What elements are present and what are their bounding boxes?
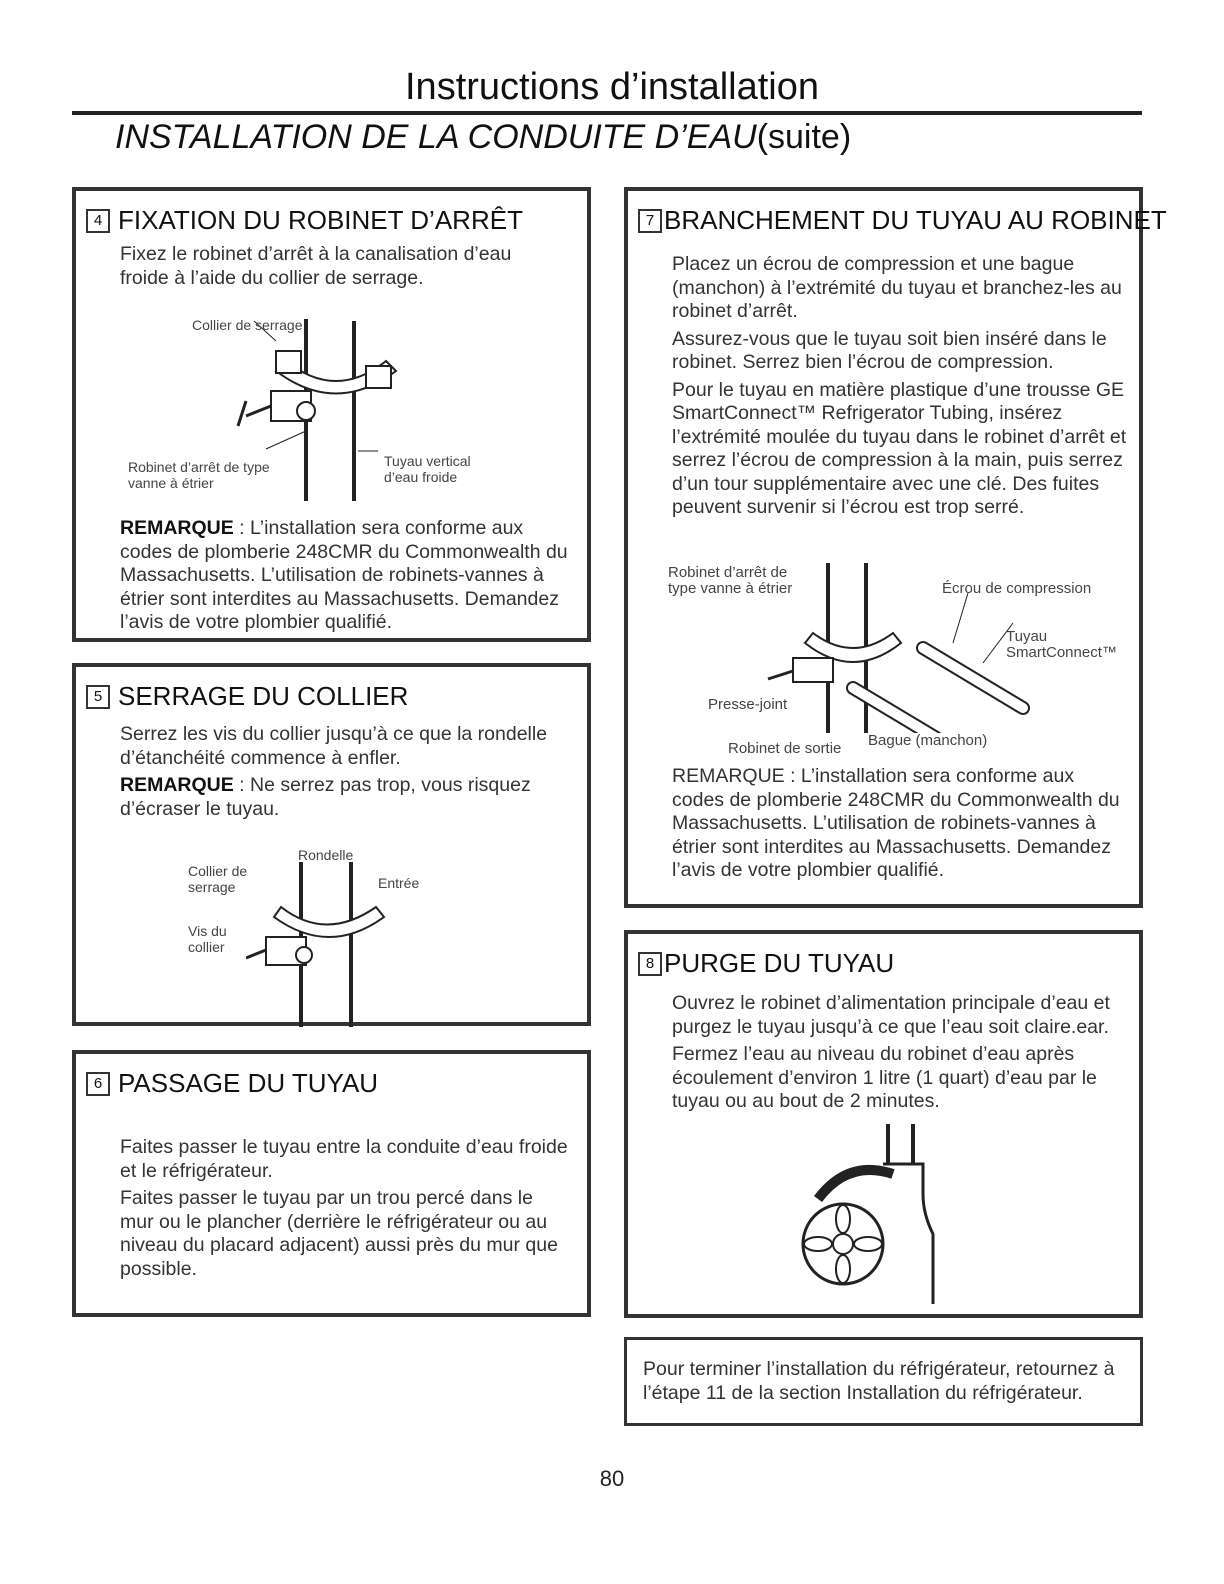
note-label: REMARQUE: [120, 517, 234, 539]
note-label: REMARQUE: [120, 774, 234, 796]
label-robinet: Robinet d’arrêt de type vanne à étrier: [668, 564, 793, 597]
label-robinet: Robinet d’arrêt de type vanne à étrier: [128, 459, 270, 491]
step-title: PASSAGE DU TUYAU: [118, 1068, 379, 1098]
label-bague: Bague (manchon): [868, 732, 988, 749]
final-note-text: Pour terminer l’installation du réfrigérateur, retournez à l’étape 11 de la section Installation du réfrigérateur.: [643, 1358, 1115, 1404]
section-title: [115, 118, 851, 157]
label-entree: Entrée: [378, 875, 420, 891]
step-4-box: [72, 187, 591, 642]
step-number: 6: [86, 1072, 110, 1096]
step-text: Faites passer le tuyau par un trou percé dans le mur ou le plancher (derrière le réfrigérateur ou au niveau du placard adjacent) aussi près du mur que possible.: [120, 1187, 558, 1280]
note-text: : Ne serrez pas trop, vous risquez d’écraser le tuyau.: [120, 774, 531, 820]
page-title: Instructions d’installation: [405, 66, 819, 108]
step-text: Pour le tuyau en matière plastique d’une trousse GE SmartConnect™ Refrigerator Tubing, insérez l’extrémité moulée du tuyau dans le robinet d’arrêt et serrez l’écrou de compression à la main, puis serrez d’un tour supplémentaire avec une clé. Des fuites peuvent survenir si l’écrou est trop serré.: [672, 378, 1127, 518]
step-7-box: [624, 187, 1167, 908]
label-robinet-sortie: Robinet de sortie: [728, 740, 842, 757]
step-4-heading: [86, 205, 523, 236]
final-note-box: [624, 1337, 1143, 1426]
step-number: 8: [638, 952, 662, 976]
step-8-box: [624, 930, 1143, 1318]
label-presse-joint: Presse-joint: [708, 696, 788, 713]
water-valve-diagram: [798, 1124, 968, 1314]
step-text: Faites passer le tuyau entre la conduite d’eau froide et le réfrigérateur.: [120, 1136, 568, 1182]
step-title: SERRAGE DU COLLIER: [118, 681, 409, 711]
label-ecrou: Écrou de compression: [942, 580, 1092, 597]
step-number: 5: [86, 685, 110, 709]
step-7-note: REMARQUE : L’installation sera conforme aux codes de plomberie 248CMR du Commonwealth du Massachusetts. L’utilisation de robinets-vannes à étrier sont interdites au Massachusetts. Demandez l’avis de votre plombier qualifié.: [672, 765, 1120, 881]
note-text: : L’installation sera conforme aux codes de plomberie 248CMR du Commonwealth du Massachusetts. L’utilisation de robinets-vannes à étrier sont interdites au Massachusetts. Demandez l’avis de votre plombier qualifié.: [120, 517, 568, 633]
step-7-heading: [638, 205, 1167, 236]
step-number: 4: [86, 209, 110, 233]
step-title: PURGE DU TUYAU: [664, 948, 895, 978]
label-collier: Collier de serrage: [188, 863, 248, 895]
step-title: BRANCHEMENT DU TUYAU AU ROBINET: [664, 205, 1167, 235]
step-title: FIXATION DU ROBINET D’ARRÊT: [118, 205, 523, 235]
step-7-text: [672, 253, 1127, 524]
label-rondelle: Rondelle: [298, 847, 354, 863]
label-collier: Collier de serrage: [192, 317, 303, 333]
step-4-note: [120, 517, 570, 635]
step-6-box: [72, 1050, 591, 1317]
step-text: Placez un écrou de compression et une bague (manchon) à l’extrémité du tuyau et branchez-les au robinet d’arrêt.: [672, 253, 1122, 322]
label-vis: Vis du collier: [188, 923, 227, 955]
label-tuyau: Tuyau SmartConnect™: [1006, 628, 1117, 661]
step-5-text: [120, 723, 570, 825]
step-6-text: [120, 1136, 570, 1285]
step-number: 7: [638, 209, 662, 233]
step-5-box: [72, 663, 591, 1026]
section-title-main: INSTALLATION DE LA CONDUITE D’EAU: [115, 118, 757, 156]
section-title-suffix: (suite): [756, 118, 852, 156]
title-rule: [72, 111, 1142, 115]
step-5-heading: [86, 681, 408, 712]
step-5-note: [120, 774, 570, 821]
label-tuyau: Tuyau vertical d’eau froide: [384, 453, 471, 485]
step-text: Ouvrez le robinet d’alimentation principale d’eau et purgez le tuyau jusqu’à ce que l’eau soit claire.ear.: [672, 992, 1110, 1038]
step-text: Fixez le robinet d’arrêt à la canalisation d’eau froide à l’aide du collier de serrage.: [120, 243, 512, 289]
step-6-heading: [86, 1068, 378, 1099]
step-text: Serrez les vis du collier jusqu’à ce que la rondelle d’étanchéité commence à enfler.: [120, 723, 548, 769]
step-text: Fermez l’eau au niveau du robinet d’eau après écoulement d’environ 1 litre (1 quart) d’eau par le tuyau ou au bout de 2 minutes.: [672, 1043, 1097, 1112]
step-8-heading: [638, 948, 894, 979]
page-number: 80: [599, 1466, 625, 1491]
step-8-text: [672, 992, 1127, 1118]
step-text: Assurez-vous que le tuyau soit bien inséré dans le robinet. Serrez bien l’écrou de compression.: [672, 327, 1107, 373]
